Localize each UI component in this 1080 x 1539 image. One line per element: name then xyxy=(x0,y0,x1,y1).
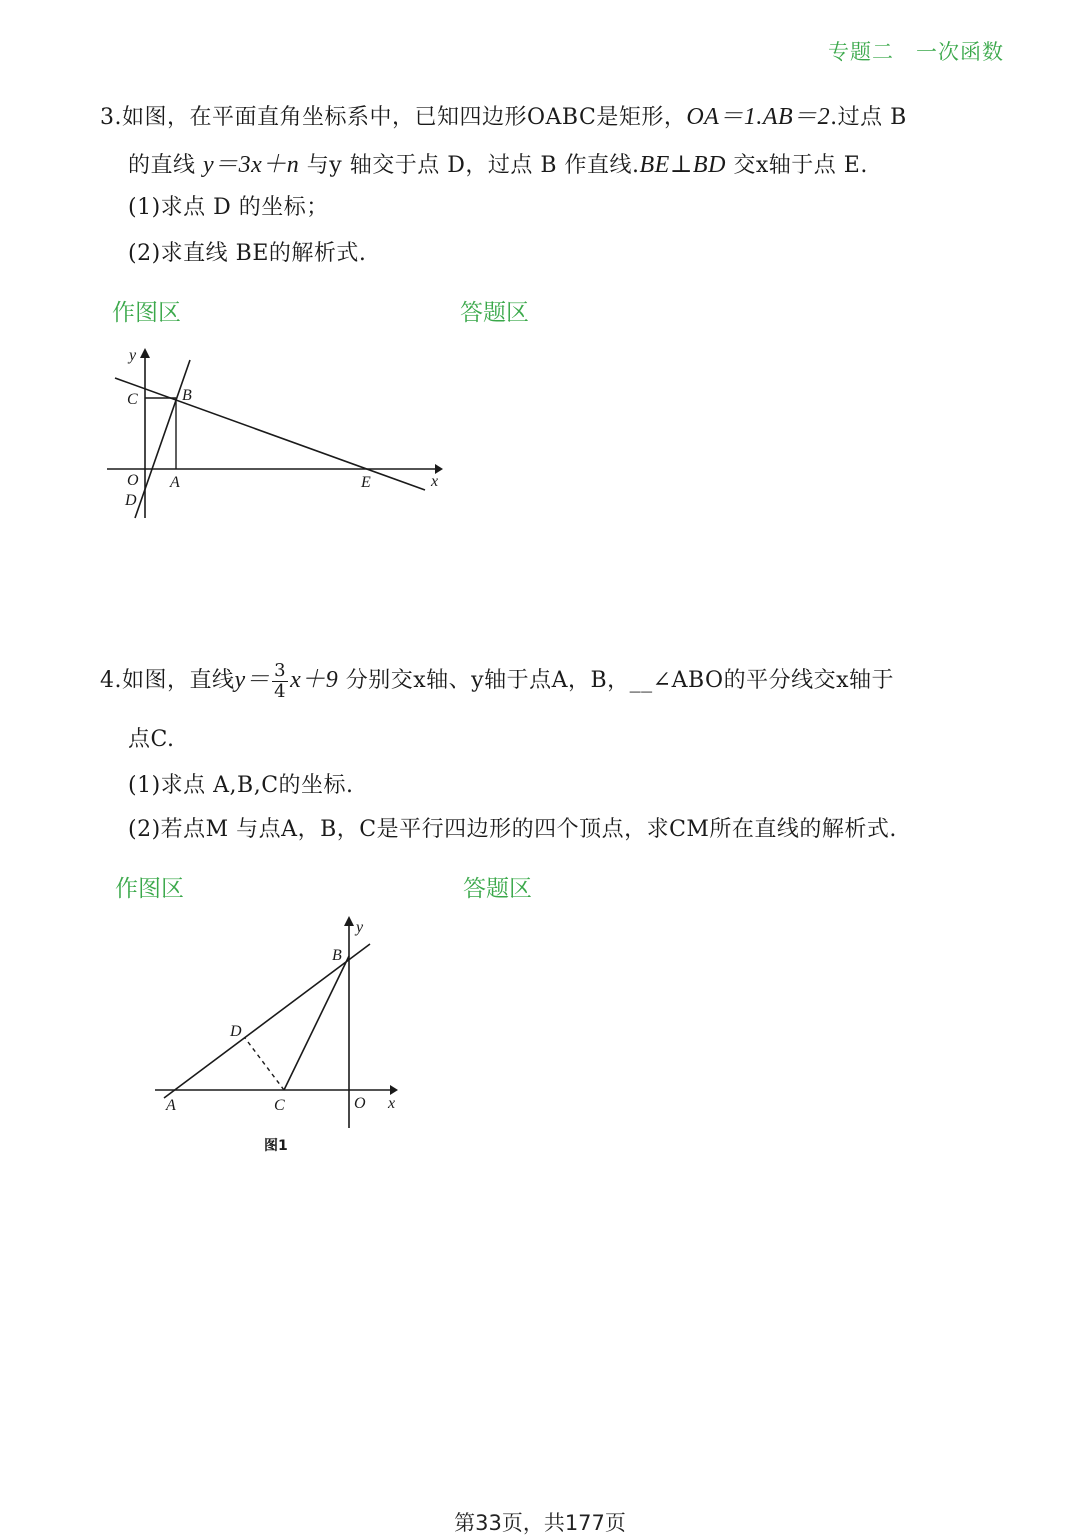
q4-label-a: A xyxy=(166,1097,176,1114)
q3-figure xyxy=(95,340,455,530)
q4-y-arrow xyxy=(344,916,354,926)
q4-fraction-denominator: 4 xyxy=(274,680,287,702)
q4-label-o: O xyxy=(354,1095,366,1112)
q3-line-equation: y＝3x＋n xyxy=(203,152,300,178)
q3-line2-c: 交x轴于点 E. xyxy=(725,153,868,178)
q4-x-arrow xyxy=(390,1085,398,1095)
page-footer-number: 第33页，共177页 xyxy=(454,1511,626,1535)
q3-y-arrow xyxy=(140,348,150,358)
q4-equation-y: y＝ xyxy=(234,667,271,693)
q4-label-d: D xyxy=(230,1023,242,1040)
q4-line-1 xyxy=(100,660,894,700)
q3-condition-math: OA＝1.AB＝2 xyxy=(686,104,831,130)
q4-dashed-cd xyxy=(245,1038,284,1090)
q3-line-be xyxy=(115,378,425,490)
q4-label-b: B xyxy=(332,947,342,964)
q4-part-1: (1)求点 A,B,C的坐标. xyxy=(128,773,354,798)
q3-line2-a: 的直线 xyxy=(128,153,203,178)
q3-line-bd xyxy=(135,360,190,518)
q3-draw-area-label: 作图区 xyxy=(112,300,181,326)
q4-label-c: C xyxy=(274,1097,285,1114)
q3-line-1 xyxy=(100,96,907,131)
q4-figure-caption: 图1 xyxy=(264,1138,288,1154)
q4-label-y: y xyxy=(356,919,364,936)
q3-label-d: D xyxy=(125,492,137,509)
q4-draw-area-label: 作图区 xyxy=(115,876,184,902)
q3-label-y: y xyxy=(129,347,137,364)
q3-label-e: E xyxy=(361,474,371,491)
q3-line2-b: 与y 轴交于点 D，过点 B 作直线. xyxy=(299,153,640,178)
q4-part-2: (2)若点M 与点A，B，C是平行四边形的四个顶点，求CM所在直线的解析式. xyxy=(128,817,897,842)
q3-label-x: x xyxy=(431,473,439,490)
q4-figure xyxy=(150,910,420,1160)
q3-label-a: A xyxy=(170,474,180,491)
q3-label-o: O xyxy=(127,472,139,489)
q3-part-2: (2)求直线 BE的解析式. xyxy=(128,241,367,266)
q4-line1-b: 分别交x轴、y轴于点A，B， xyxy=(338,668,630,693)
q3-answer-area-label: 答题区 xyxy=(460,300,529,326)
q4-label-x: x xyxy=(388,1095,396,1112)
q4-fraction xyxy=(272,661,288,702)
q4-equation-tail: x＋9 xyxy=(290,667,339,693)
q4-answer-area-label: 答题区 xyxy=(463,876,532,902)
q3-perpendicular-math: BE⊥BD xyxy=(639,152,726,178)
q3-label-c: C xyxy=(127,391,138,408)
q4-line-bc xyxy=(284,956,349,1090)
q4-line1-a: 4.如图，直线 xyxy=(100,668,235,693)
q4-line-2: 点C. xyxy=(128,727,175,752)
q3-line1-text: 3.如图，在平面直角坐标系中，已知四边形OABC是矩形， xyxy=(100,105,687,130)
page-header-topic: 专题二 一次函数 xyxy=(828,40,1004,64)
q4-line1-blank: __ xyxy=(629,668,653,693)
q4-line1-c: ∠ABO的平分线交x轴于 xyxy=(652,668,894,693)
q3-line-2 xyxy=(128,144,868,179)
q4-fraction-numerator: 3 xyxy=(274,659,287,681)
q3-label-b: B xyxy=(182,387,192,404)
q4-line-ab xyxy=(164,944,370,1098)
q3-part-1: (1)求点 D 的坐标； xyxy=(128,195,329,220)
q3-line1-tail: .过点 B xyxy=(830,105,907,130)
